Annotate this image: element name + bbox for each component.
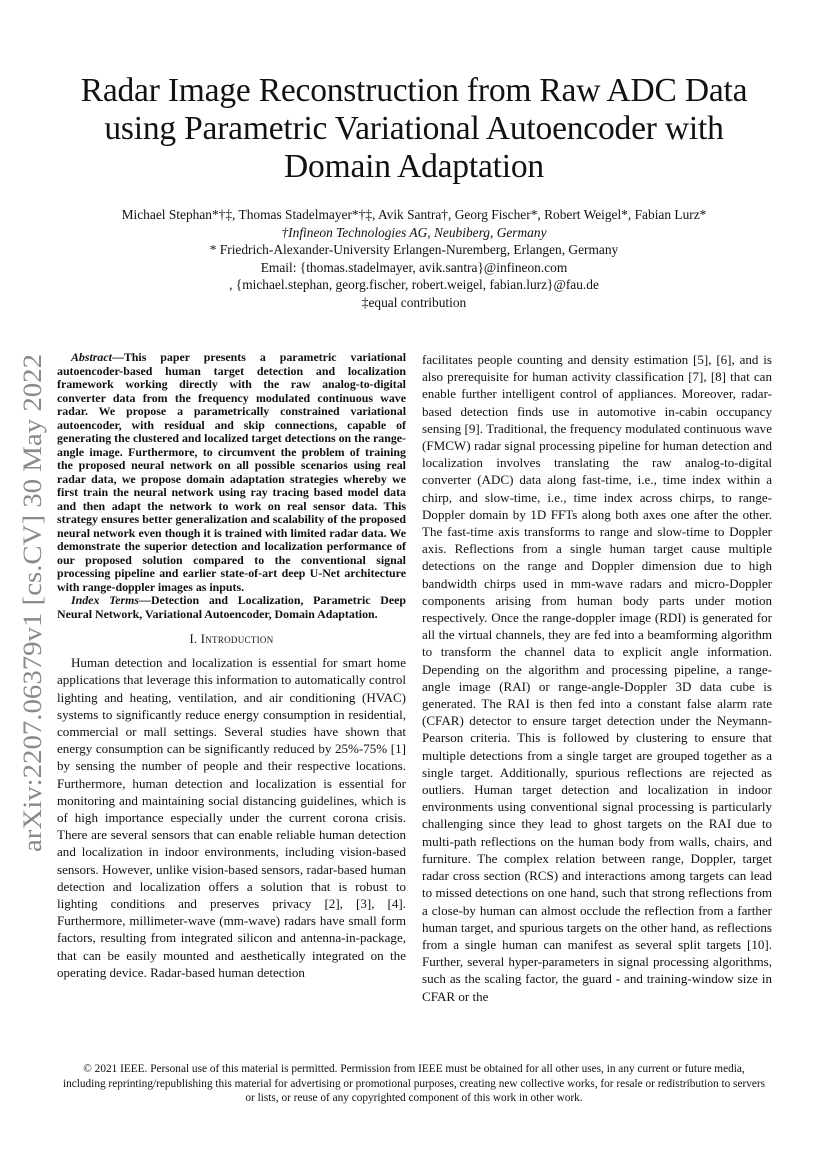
footer-line: including reprinting/republishing this material for advertising or promotional purposes, creating new collective works, for resale or redistribution to servers	[62, 1077, 766, 1090]
footer-line: or lists, or reuse of any copyrighted component of this work in other work.	[245, 1092, 583, 1104]
arxiv-stamp	[17, 352, 47, 852]
abstract-label: Abstract	[71, 350, 112, 364]
copyright-footer	[40, 1062, 788, 1106]
equal-contribution-note: ‡equal contribution	[361, 294, 467, 310]
right-column	[422, 351, 772, 1005]
author-block	[30, 206, 798, 311]
index-terms-text: —Detection and Localization, Parametric Deep Neural Network, Variational Autoencoder, Domain Adaptation.	[57, 593, 406, 621]
title-line: Domain Adaptation	[284, 148, 544, 185]
email-infineon: Email: {thomas.stadelmayer, avik.santra}@infineon.com	[260, 259, 568, 275]
paper-title	[40, 72, 788, 186]
title-line: using Parametric Variational Autoencoder with	[104, 110, 724, 147]
affiliation-infineon: †Infineon Technologies AG, Neubiberg, Germany	[281, 224, 547, 240]
abstract	[57, 351, 406, 594]
intro-paragraph-right: facilitates people counting and density estimation [5], [6], and is also prerequisite for human activity classification [7], [8] that can enable further intelligent control of appliances. Moreover, radar-based detection finds use in automotive in-cabin occupancy sensing [9]. Traditional, the frequency modulated continuous wave (FMCW) radar signal processing pipeline for human detection and localization involves translating the raw analog-to-digital converter (ADC) data along fast-time, i.e., time index within a chirp, and slow-time, i.e., time index across chirps, to range-Doppler domain by 1D FFTs along both axes one after the other. The fast-time axis transforms to range and slow-time to Doppler axis. Reflections from a single human target cause multiple detections on the range and Doppler dimension due to high bandwidth chirps used in mm-wave radars and micro-Doppler components arising from human body parts under motion respectively. Once the range-doppler image (RDI) is generated for all the virtual channels, they are fed into a beamforming algorithm to transform the channel data to explicit angle information. Depending on the algorithm and processing pipeline, a range-angle image (RAI) or range-angle-Doppler 3D data cube is generated. The RAI is then fed into a constant false alarm rate (CFAR) detector to ensure target detection under the Neymann-Pearson criteria. This is followed by clustering to ensure that multiple detections from a single target are grouped together as a single target. Additionally, spurious reflections are rejected as outliers. Human target detection and localization in indoor environments using conventional signal processing is particularly challenging since they lead to ghost targets on the RAI due to multi-path reflections on the human body from walls, chairs, and furniture. The complex relation between range, Doppler, target radar cross section (RCS) and interactions among targets can lead to missed detections on one hand, such that strong reflections from a close-by human can almost occlude the reflection from a farther human target, and spurious targets on the other hand, as reflections from a single human can manifest as several split targets [10]. Further, several hyper-parameters in signal processing algorithms, such as the scaling factor, the guard - and training-window size in CFAR or the	[422, 352, 772, 1004]
index-terms	[57, 594, 406, 621]
section-heading: I. Introduction	[189, 632, 274, 646]
affiliation-fau: * Friedrich-Alexander-University Erlangen-Nuremberg, Erlangen, Germany	[209, 242, 619, 257]
arxiv-id: arXiv:2207.06379v1 [cs.CV] 30 May 2022	[18, 402, 47, 852]
email-fau: , {michael.stephan, georg.fischer, robert.weigel, fabian.lurz}@fau.de	[229, 277, 599, 292]
left-column	[57, 351, 406, 981]
intro-paragraph-left: Human detection and localization is essential for smart home applications that leverage this information to automatically control lighting and heating, ventilation, and air conditioning (HVAC) systems to significantly reduce energy consumption in residential, commercial or mall settings. Several studies have shown that energy consumption can be significantly reduced by 25%-75% [1] by sensing the number of people and their respective locations. Furthermore, human detection and localization is essential for monitoring and maintaining social distancing guidelines, which is of high importance especially under the current corona crisis. There are several sensors that can enable reliable human detection and localization in indoor environments, including vision-based sensors. However, unlike vision-based sensors, radar-based human detection and localization offers a solution that is robust to lighting conditions and preserves privacy [2], [3], [4]. Furthermore, millimeter-wave (mm-wave) radars have small form factors, resulting from integrated silicon and antenna-in-package, that can be easily mounted and aesthetically integrated on the operating device. Radar-based human detection	[57, 655, 406, 980]
title-line: Radar Image Reconstruction from Raw ADC Data	[80, 72, 748, 109]
footer-line: © 2021 IEEE. Personal use of this material is permitted. Permission from IEEE must be obtained for all other uses, in any current or future media,	[83, 1063, 745, 1075]
author-names: Michael Stephan*†‡, Thomas Stadelmayer*†‡, Avik Santra†, Georg Fischer*, Robert Weigel*, Fabian Lurz*	[121, 207, 707, 222]
index-terms-label: Index Terms	[71, 593, 140, 607]
abstract-text: —This paper presents a parametric variational autoencoder-based human target detection and localization framework working directly with the raw analog-to-digital converter data from the frequency modulated continuous wave radar. We propose a parametrically constrained variational autoencoder, with residual and skip connections, capable of generating the clustered and localized target detections on the range-angle image. Furthermore, to circumvent the problem of training the proposed neural network on all possible scenarios using real radar data, we propose domain adaptation strategies whereby we first train the neural network using ray tracing based model data and then adapt the network to work on real sensor data. This strategy ensures better generalization and scalability of the proposed neural network even though it is trained with limited radar data. We demonstrate the superior detection and localization performance of our proposed solution compared to the conventional signal processing pipeline and earlier state-of-art deep U-Net architecture with range-doppler images as inputs.	[57, 350, 406, 594]
